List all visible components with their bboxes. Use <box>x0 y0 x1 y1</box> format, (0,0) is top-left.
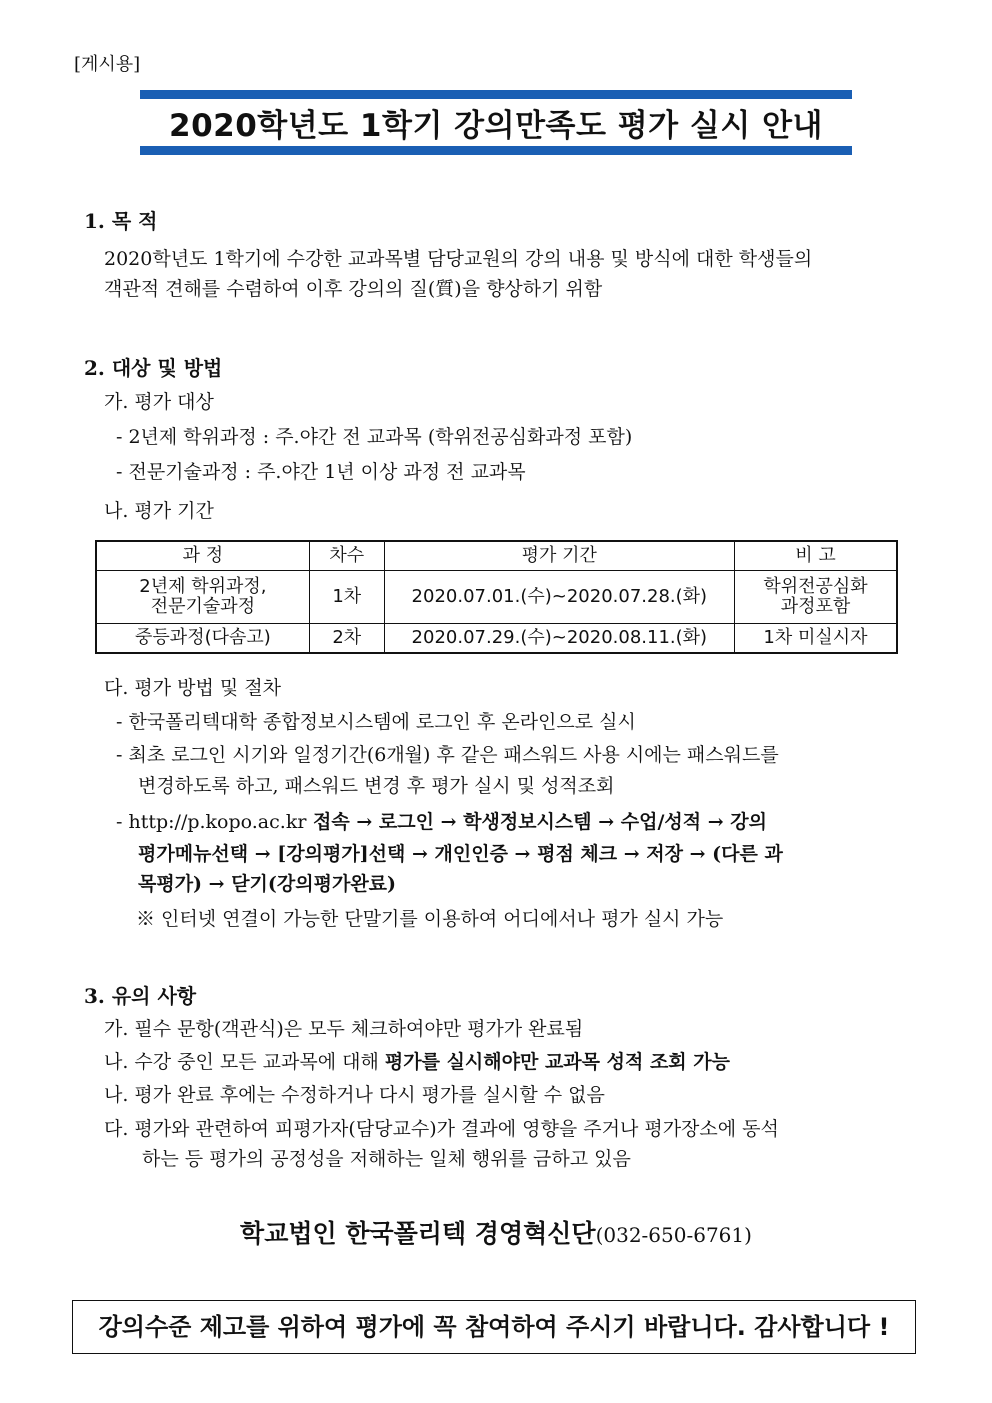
method-item-3-dash: - <box>116 811 129 833</box>
method-item-3-steps: 접속 → 로그인 → 학생정보시스템 → 수업/성적 → 강의 <box>306 811 767 833</box>
section-target-heading: 2. 대상 및 방법 <box>84 356 223 380</box>
posting-tag: [게시용] <box>74 54 141 75</box>
section-cautions-heading: 3. 유의 사항 <box>84 984 197 1008</box>
caution-item-2 <box>104 1047 730 1074</box>
caution-item-2-text: 나. 수강 중인 모든 교과목에 대해 <box>104 1051 385 1073</box>
target-item-2: - 전문기술과정 : 주.야간 1년 이상 과정 전 교과목 <box>116 461 526 483</box>
page-title: 2020학년도 1학기 강의만족도 평가 실시 안내 <box>169 108 823 144</box>
method-subtitle: 다. 평가 방법 및 절차 <box>104 677 282 699</box>
target-subtitle: 가. 평가 대상 <box>104 391 214 413</box>
header-course: 과 정 <box>96 541 309 571</box>
period-subtitle: 나. 평가 기간 <box>104 500 214 522</box>
issuer-line <box>0 1214 992 1250</box>
cell-course: 중등과정(다솜고) <box>96 624 309 654</box>
cell-note: 1차 미실시자 <box>734 624 897 654</box>
cell-round: 1차 <box>309 571 384 624</box>
method-item-2-line-2: 변경하도록 하고, 패스워드 변경 후 평가 실시 및 성적조회 <box>138 775 615 797</box>
method-item-1: - 한국폴리텍대학 종합정보시스템에 로그인 후 온라인으로 실시 <box>116 711 636 733</box>
title-bottom-bar <box>140 146 852 155</box>
section-purpose-heading: 1. 목 적 <box>84 209 158 233</box>
caution-item-2-emphasis: 평가를 실시해야만 교과목 성적 조회 가능 <box>384 1051 730 1073</box>
header-round: 차수 <box>309 541 384 571</box>
portal-url-link[interactable]: http://p.kopo.ac.kr <box>128 811 307 833</box>
caution-item-3: 나. 평가 완료 후에는 수정하거나 다시 평가를 실시할 수 없음 <box>104 1084 605 1106</box>
header-period: 평가 기간 <box>384 541 734 571</box>
cell-round: 2차 <box>309 624 384 654</box>
title-top-bar <box>140 90 852 99</box>
header-note: 비 고 <box>734 541 897 571</box>
table-row <box>96 571 897 624</box>
target-item-1: - 2년제 학위과정 : 주.야간 전 교과목 (학위전공심화과정 포함) <box>116 426 633 448</box>
table-row <box>96 624 897 654</box>
closing-message-box: 강의수준 제고를 위하여 평가에 꼭 참여하여 주시기 바랍니다. 감사합니다 ! <box>72 1300 916 1354</box>
cell-period: 2020.07.29.(수)~2020.08.11.(화) <box>384 624 734 654</box>
access-note: ※ 인터넷 연결이 가능한 단말기를 이용하여 어디에서나 평가 실시 가능 <box>136 908 724 930</box>
method-item-3-line-1 <box>116 807 767 834</box>
method-item-3-line-3: 목평가) → 닫기(강의평가완료) <box>138 873 397 895</box>
cell-period: 2020.07.01.(수)~2020.07.28.(화) <box>384 571 734 624</box>
purpose-line-2: 객관적 견해를 수렴하여 이후 강의의 질(質)을 향상하기 위함 <box>104 278 603 300</box>
cell-note: 학위전공심화 과정포함 <box>734 571 897 624</box>
method-item-2-line-1: - 최초 로그인 시기와 일정기간(6개월) 후 같은 패스워드 사용 시에는 패스워드를 <box>116 744 779 766</box>
issuer-org: 학교법인 한국폴리텍 경영혁신단 <box>240 1219 596 1248</box>
caution-item-4-line-2: 하는 등 평가의 공정성을 저해하는 일체 행위를 금하고 있음 <box>142 1148 631 1170</box>
table-header-row <box>96 541 897 571</box>
method-item-3-line-2: 평가메뉴선택 → [강의평가]선택 → 개인인증 → 평점 체크 → 저장 → (다른 과 <box>138 843 783 865</box>
purpose-line-1: 2020학년도 1학기에 수강한 교과목별 담당교원의 강의 내용 및 방식에 대한 학생들의 <box>104 248 813 270</box>
caution-item-1: 가. 필수 문항(객관식)은 모두 체크하여야만 평가가 완료됨 <box>104 1018 584 1040</box>
caution-item-4-line-1: 다. 평가와 관련하여 피평가자(담당교수)가 결과에 영향을 주거나 평가장소에 동석 <box>104 1118 779 1140</box>
cell-course: 2년제 학위과정, 전문기술과정 <box>96 571 309 624</box>
evaluation-schedule-table <box>95 540 898 654</box>
issuer-phone: (032-650-6761) <box>595 1223 752 1247</box>
